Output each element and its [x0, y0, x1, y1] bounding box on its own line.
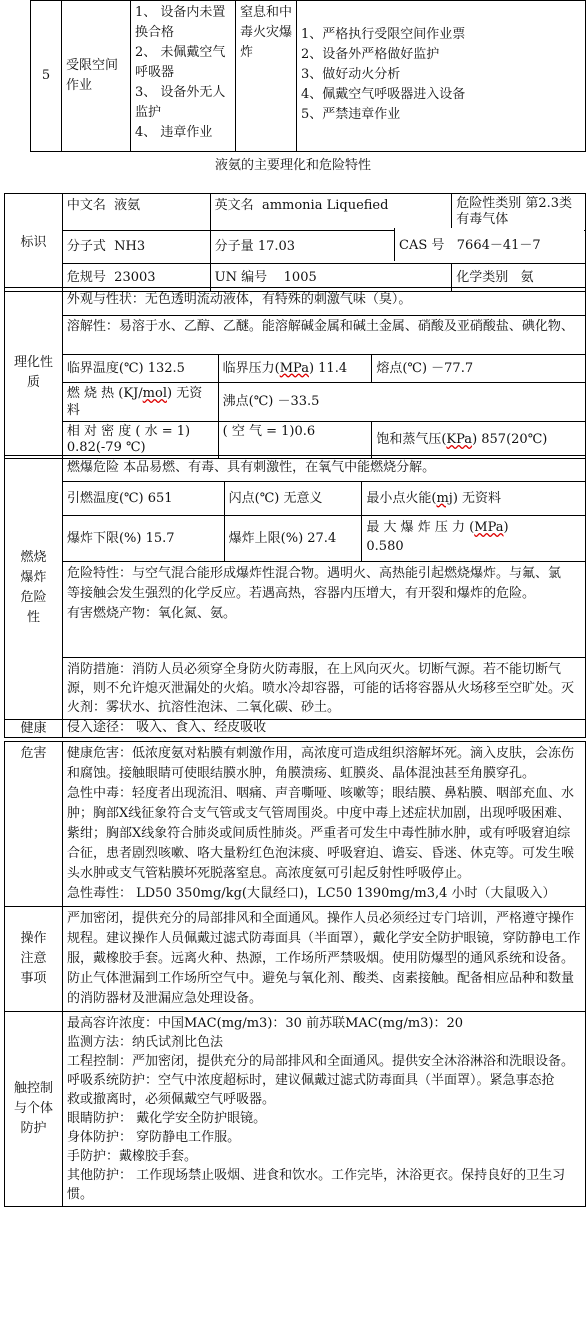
lower-explosive-limit: 爆炸下限(%) 15.7 [62, 516, 224, 562]
mw-cell: 分子量 17.03 [210, 231, 585, 264]
section-phys: 理化性质 [5, 288, 63, 459]
critical-temperature: 临界温度(℃) 132.5 [62, 355, 218, 383]
hazard-type: 窒息和中毒火灾爆炸 [236, 1, 297, 152]
work-place: 受限空间作业 [62, 1, 131, 152]
entry-route: 侵入途径： 吸入、食入、经皮吸收 [62, 720, 585, 738]
section-ident: 标识 [5, 194, 63, 292]
flash-point: 闪点(℃) 无意义 [224, 482, 362, 516]
cause-item: 1、 设备内未置换合格 [135, 5, 226, 40]
section-protection: 触控制与个体防护 [5, 1012, 63, 1207]
danger-characteristics: 危险特性：与空气混合能形成爆炸性混合物。遇明火、高热能引起燃烧爆炸。与氟、氯 等接触会发生强烈的化学反应。若遇高热，容器内压增大，有开裂和爆炸的危险。 有害燃烧产物：氧化氮、氨。 [62, 562, 585, 658]
section-danger: 危害 [5, 742, 63, 907]
phys-table [4, 287, 586, 459]
critical-pressure: 临界压力(MPa) 11.4 [218, 355, 372, 383]
protection-content: 最高容许浓度：中国MAC(mg/m3)：30 前苏联MAC(mg/m3)：20 监测方法：纳氏试剂比色法 工程控制：严加密闭，提供充分的局部排风和全面通风。提供安全沐浴淋浴和洗眼设备。 呼吸系统防护：空气中浓度超标时，建议佩戴过滤式防毒面具（半面罩）。紧急事态抢 救或撤离时，必须佩戴空气呼吸器。 眼睛防护： 戴化学安全防护眼镜。 身体防护： 穿防静电工作服。 手防护：戴橡胶手套。 其他防护： 工作现场禁止吸烟、进食和饮水。工作完毕，沐浴更衣。保持良好的卫生习 惯。 [62, 1012, 585, 1207]
health-protection-table [4, 741, 586, 1207]
cause-item: 4、 违章作业 [135, 125, 213, 140]
min-ignition-energy: 最小点火能(mj) 无资料 [362, 482, 586, 516]
cause-list [131, 1, 236, 152]
vapor-pressure: 饱和蒸气压(KPa) 857(20℃) [372, 422, 586, 459]
heat-of-combustion: 燃 烧 热 (KJ/mol) 无资料 [62, 383, 218, 422]
solubility: 溶解性：易溶于水、乙醇、乙醚。能溶解碱金属和碱土金属、硝酸及亚硝酸盐、碘化物、 [62, 316, 585, 355]
acute-poisoning: 急性中毒：轻度者出现流泪、咽痛、声音嘶哑、咳嗽等；眼结膜、鼻粘膜、咽部充血、水肿；胸部X线征象符合支气管或支气管周围炎。中度中毒上述症状加剧，出现呼吸困难、紫绀；胸部X线象符合肺炎或间质性肺炎。严重者可发生中毒性肺水肿，或有呼吸窘迫综合征，患者剧烈咳嗽、咯大量粉红色泡沫痰、呼吸窘迫、谵妄、昏迷、休克等。可发生喉头水肿或支气管粘膜坏死脱落窒息。高浓度氨可引起反射性呼吸停止。 [66, 786, 574, 881]
measure-list [297, 1, 586, 152]
section-operation: 操作注意事项 [5, 907, 63, 1012]
fire-hazard: 燃爆危险 本品易燃、有毒、具有刺激性，在氧气中能燃烧分解。 [62, 456, 585, 482]
formula-cell: 分子式 NH3 [62, 231, 210, 264]
measure-item: 5、严禁违章作业 [301, 107, 401, 122]
cn-name-cell: 中文名 液氨 [62, 194, 210, 231]
boiling-point: 沸点(℃) －33.5 [218, 383, 585, 422]
section-fire: 燃烧爆炸危险性 [5, 456, 63, 720]
max-explosion-pressure: 最 大 爆 炸 压 力 (MPa) 0.580 [362, 516, 586, 562]
hazard-class: 危险性类别 第2.3类 有毒气体 [452, 194, 586, 231]
firefighting-measures: 消防措施：消防人员必须穿全身防火防毒服，在上风向灭火。切断气源。若不能切断气源，则不允许熄灭泄漏处的火焰。喷水冷却容器，可能的话将容器从火场移至空旷处。灭火剂：雾状水、抗溶性泡沫、二氧化碳、砂土。 [62, 658, 585, 720]
risk-table [30, 0, 586, 152]
en-name-cell: 英文名 ammonia Liquefied [210, 194, 452, 231]
danger-content [62, 742, 585, 907]
table-caption: 液氨的主要理化和危险特性 [214, 158, 371, 173]
health-harm: 健康危害：低浓度氨对粘膜有刺激作用，高浓度可造成组织溶解坏死。滴入皮肤，会冻伤和腐蚀。接触眼睛可使眼结膜水肿，角膜溃疡、虹膜炎、晶体混浊甚至角膜穿孔。 [66, 746, 574, 781]
melting-point: 熔点(℃) －77.7 [372, 355, 586, 383]
fire-table [4, 455, 586, 738]
un-cell: UN 编号 1005 [210, 264, 452, 292]
row-number: 5 [31, 1, 62, 152]
relative-density-water: 相 对 密 度 ( 水 = 1) 0.82(-79 ℃) [62, 422, 218, 459]
measure-item: 4、佩戴空气呼吸器进入设备 [301, 87, 466, 102]
chem-class-cell: 化学类别 氨 [452, 264, 586, 292]
appearance: 外观与性状：无色透明流动液体，有特殊的刺激气味（臭）。 [62, 288, 585, 316]
cas-cell: CAS 号 7664－41－7 [394, 228, 584, 261]
measure-item: 2、设备外严格做好监护 [301, 47, 440, 62]
cause-item: 3、 设备外无人监护 [135, 85, 226, 120]
relative-density-air: ( 空 气 = 1)0.6 [218, 422, 372, 459]
upper-explosive-limit: 爆炸上限(%) 27.4 [224, 516, 362, 562]
cause-item: 2、 未佩戴空气呼吸器 [135, 45, 226, 80]
measure-item: 1、严格执行受限空间作业票 [301, 27, 466, 42]
ignition-temperature: 引燃温度(℃) 651 [62, 482, 224, 516]
operation-precautions: 严加密闭，提供充分的局部排风和全面通风。操作人员必须经过专门培训，严格遵守操作规程。建议操作人员佩戴过滤式防毒面具（半面罩），戴化学安全防护眼镜，穿防静电工作服，戴橡胶手套。远离火种、热源，工作场所严禁吸烟。使用防爆型的通风系统和设备。防止气体泄漏到工作场所空气中。避免与氧化剂、酸类、卤素接触。配备相应品种和数量的消防器材及泄漏应急处理设备。 [62, 907, 585, 1012]
section-health: 健康 [5, 720, 63, 738]
measure-item: 3、做好动火分析 [301, 67, 401, 82]
acute-toxicity: 急性毒性： LD50 350mg/kg(大鼠经口)，LC50 1390mg/m3,4 小时（大鼠吸入） [66, 886, 556, 901]
reg-cell: 危规号 23003 [62, 264, 210, 292]
